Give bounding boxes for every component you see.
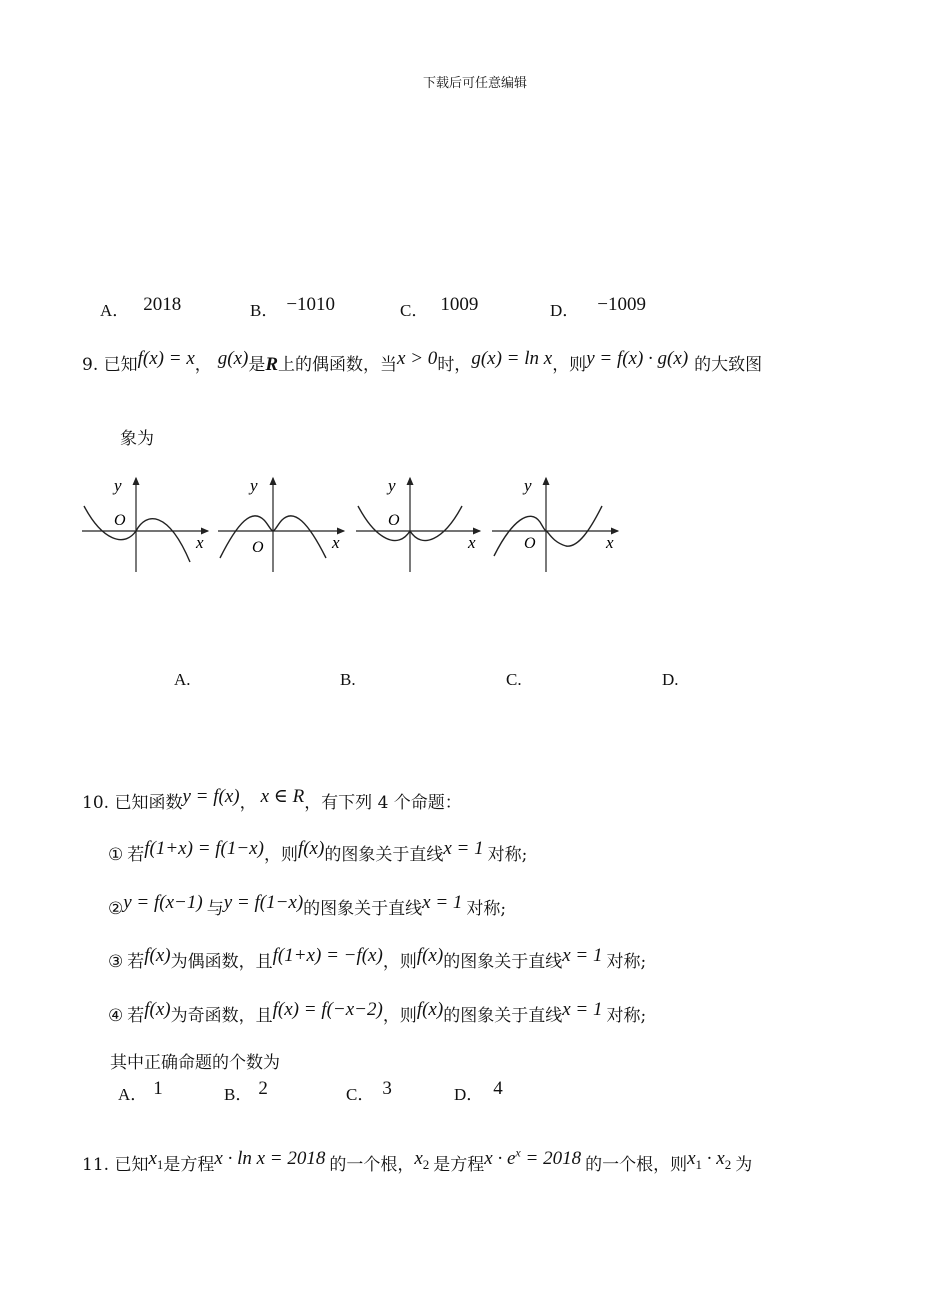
math: · <box>702 1148 717 1169</box>
text: 若 <box>127 845 145 865</box>
q8-option-b[interactable] <box>250 296 335 322</box>
q11-stem <box>82 1145 753 1179</box>
math: x <box>148 1148 157 1169</box>
q10-option-b[interactable] <box>224 1080 268 1106</box>
y-axis-label: y <box>114 476 122 495</box>
text: 的图象关于直线 <box>303 899 423 919</box>
question-number: 9. <box>82 355 99 375</box>
math: x · ln x = 2018 <box>214 1148 326 1169</box>
text: 已知 <box>114 1155 149 1175</box>
text: 的图象关于直线 <box>443 952 563 972</box>
q8-option-d[interactable] <box>550 296 646 322</box>
q9-option-b[interactable]: B. <box>340 670 356 689</box>
q9-graphs <box>80 470 630 580</box>
text: ，则 <box>552 355 587 375</box>
option-label: B． <box>224 1085 253 1104</box>
math: f(1+x) = −f(x) <box>272 945 383 966</box>
marker: ① <box>108 845 124 865</box>
text: 已知函数 <box>114 793 183 813</box>
text: 是方程 <box>433 1155 485 1175</box>
text: ， <box>194 355 212 375</box>
text: 的大致图 <box>694 355 763 375</box>
text: 对称; <box>606 1006 647 1026</box>
q10-question: 其中正确命题的个数为 <box>110 1053 280 1073</box>
q8-option-a[interactable] <box>100 296 181 322</box>
math: y = f(x) <box>182 786 240 807</box>
q9-stem <box>82 350 762 376</box>
text: 的一个根， <box>329 1155 415 1175</box>
math-x2 <box>414 1148 430 1172</box>
option-label: C． <box>400 301 429 320</box>
text: 为偶函数，且 <box>170 952 273 972</box>
math: y = f(x) · g(x) <box>586 348 689 369</box>
q10-stem <box>82 788 462 814</box>
subscript: 2 <box>724 1156 732 1172</box>
y-axis-label: y <box>388 476 396 495</box>
origin-label: O <box>252 539 264 556</box>
option-value: 4 <box>493 1078 503 1099</box>
graph-a[interactable] <box>82 476 208 572</box>
math: x = 1 <box>562 999 603 1020</box>
math: g(x) <box>217 348 249 369</box>
math: y = f(x−1) <box>123 892 203 913</box>
text: 对称; <box>606 952 647 972</box>
math: f(x) <box>297 838 325 859</box>
math: f(x) = f(−x−2) <box>272 999 383 1020</box>
graph-d[interactable] <box>492 476 618 572</box>
text: 时， <box>437 355 472 375</box>
option-value: 2018 <box>143 294 182 315</box>
math: f(x) = x <box>137 348 195 369</box>
origin-label: O <box>524 535 536 552</box>
text: 对称; <box>466 899 507 919</box>
q10-option-c[interactable] <box>346 1080 392 1106</box>
page-header: 下载后可任意编辑 <box>422 76 527 91</box>
text: ，有下列 4 个命题： <box>304 793 462 813</box>
math: x ∈ R <box>260 786 305 807</box>
y-axis-label: y <box>524 476 532 495</box>
marker: ② <box>108 899 124 919</box>
text: 与 <box>206 899 224 919</box>
math: x <box>716 1148 725 1169</box>
subscript: 2 <box>422 1156 430 1172</box>
math: f(x) <box>144 945 171 966</box>
math: = 2018 <box>520 1148 582 1169</box>
q10-proposition-4 <box>108 1001 646 1027</box>
text: 上的偶函数，当 <box>278 355 398 375</box>
math: f(x) <box>416 945 444 966</box>
math-eq2 <box>484 1145 582 1169</box>
math: f(x) <box>144 999 171 1020</box>
math: x = 1 <box>443 838 484 859</box>
option-label: C． <box>346 1085 375 1104</box>
math: x · e <box>484 1148 516 1169</box>
q9-stem-line2: 象为 <box>120 429 154 449</box>
option-label: D． <box>550 301 580 320</box>
text: 为奇函数，且 <box>170 1006 273 1026</box>
math: x = 1 <box>422 892 463 913</box>
q8-option-c[interactable] <box>400 296 478 322</box>
text: 若 <box>127 952 145 972</box>
x-axis-label: x <box>468 533 476 552</box>
origin-label: O <box>114 512 126 529</box>
option-label: A． <box>118 1085 148 1104</box>
x-axis-label: x <box>196 533 204 552</box>
q9-option-d[interactable]: D. <box>662 670 679 689</box>
option-value: 2 <box>258 1078 268 1099</box>
option-value: 1 <box>153 1078 163 1099</box>
option-value: −1010 <box>286 294 336 315</box>
text: ，则 <box>263 845 298 865</box>
subscript: 1 <box>156 1156 164 1172</box>
graph-b[interactable] <box>218 476 344 572</box>
text: ， <box>239 793 257 813</box>
q10-proposition-1 <box>108 840 527 866</box>
q9-option-c[interactable]: C. <box>506 670 522 689</box>
marker: ④ <box>108 1006 124 1026</box>
x-axis-label: x <box>606 533 614 552</box>
text: 的图象关于直线 <box>443 1006 563 1026</box>
text: 已知 <box>103 355 138 375</box>
question-number: 10. <box>82 793 110 813</box>
text: 的图象关于直线 <box>324 845 444 865</box>
text: 对称; <box>487 845 528 865</box>
q9-option-a[interactable]: A. <box>174 670 191 689</box>
text: ，则 <box>382 1006 417 1026</box>
math: f(1+x) = f(1−x) <box>144 838 264 859</box>
math: y = f(1−x) <box>223 892 304 913</box>
option-value: 1009 <box>440 294 479 315</box>
q10-proposition-3 <box>108 947 646 973</box>
math-x1 <box>148 1148 164 1172</box>
text: 是 <box>248 355 266 375</box>
graph-c[interactable] <box>356 476 480 572</box>
q10-option-d[interactable] <box>454 1080 503 1106</box>
option-value: 3 <box>382 1078 392 1099</box>
text: 的一个根，则 <box>585 1155 688 1175</box>
subscript: 1 <box>695 1156 703 1172</box>
question-number: 11. <box>82 1155 110 1175</box>
math: g(x) = ln x <box>471 348 553 369</box>
marker: ③ <box>108 952 124 972</box>
option-label: A． <box>100 301 130 320</box>
option-value: −1009 <box>597 294 646 315</box>
math: x = 1 <box>562 945 603 966</box>
superscript: x <box>515 1145 521 1160</box>
math: x > 0 <box>397 348 438 369</box>
option-label: B． <box>250 301 279 320</box>
math: x <box>687 1148 696 1169</box>
y-axis-label: y <box>250 476 258 495</box>
x-axis-label: x <box>332 533 340 552</box>
math-product <box>687 1148 732 1172</box>
text: 为 <box>735 1155 753 1175</box>
option-label: D． <box>454 1085 484 1104</box>
text: 是方程 <box>163 1155 215 1175</box>
text: 若 <box>127 1006 145 1026</box>
math: f(x) <box>416 999 444 1020</box>
text: ，则 <box>382 952 417 972</box>
math: R <box>265 354 279 375</box>
math: x <box>414 1148 423 1169</box>
q10-option-a[interactable] <box>118 1080 163 1106</box>
origin-label: O <box>388 512 400 529</box>
q10-proposition-2 <box>108 894 506 920</box>
